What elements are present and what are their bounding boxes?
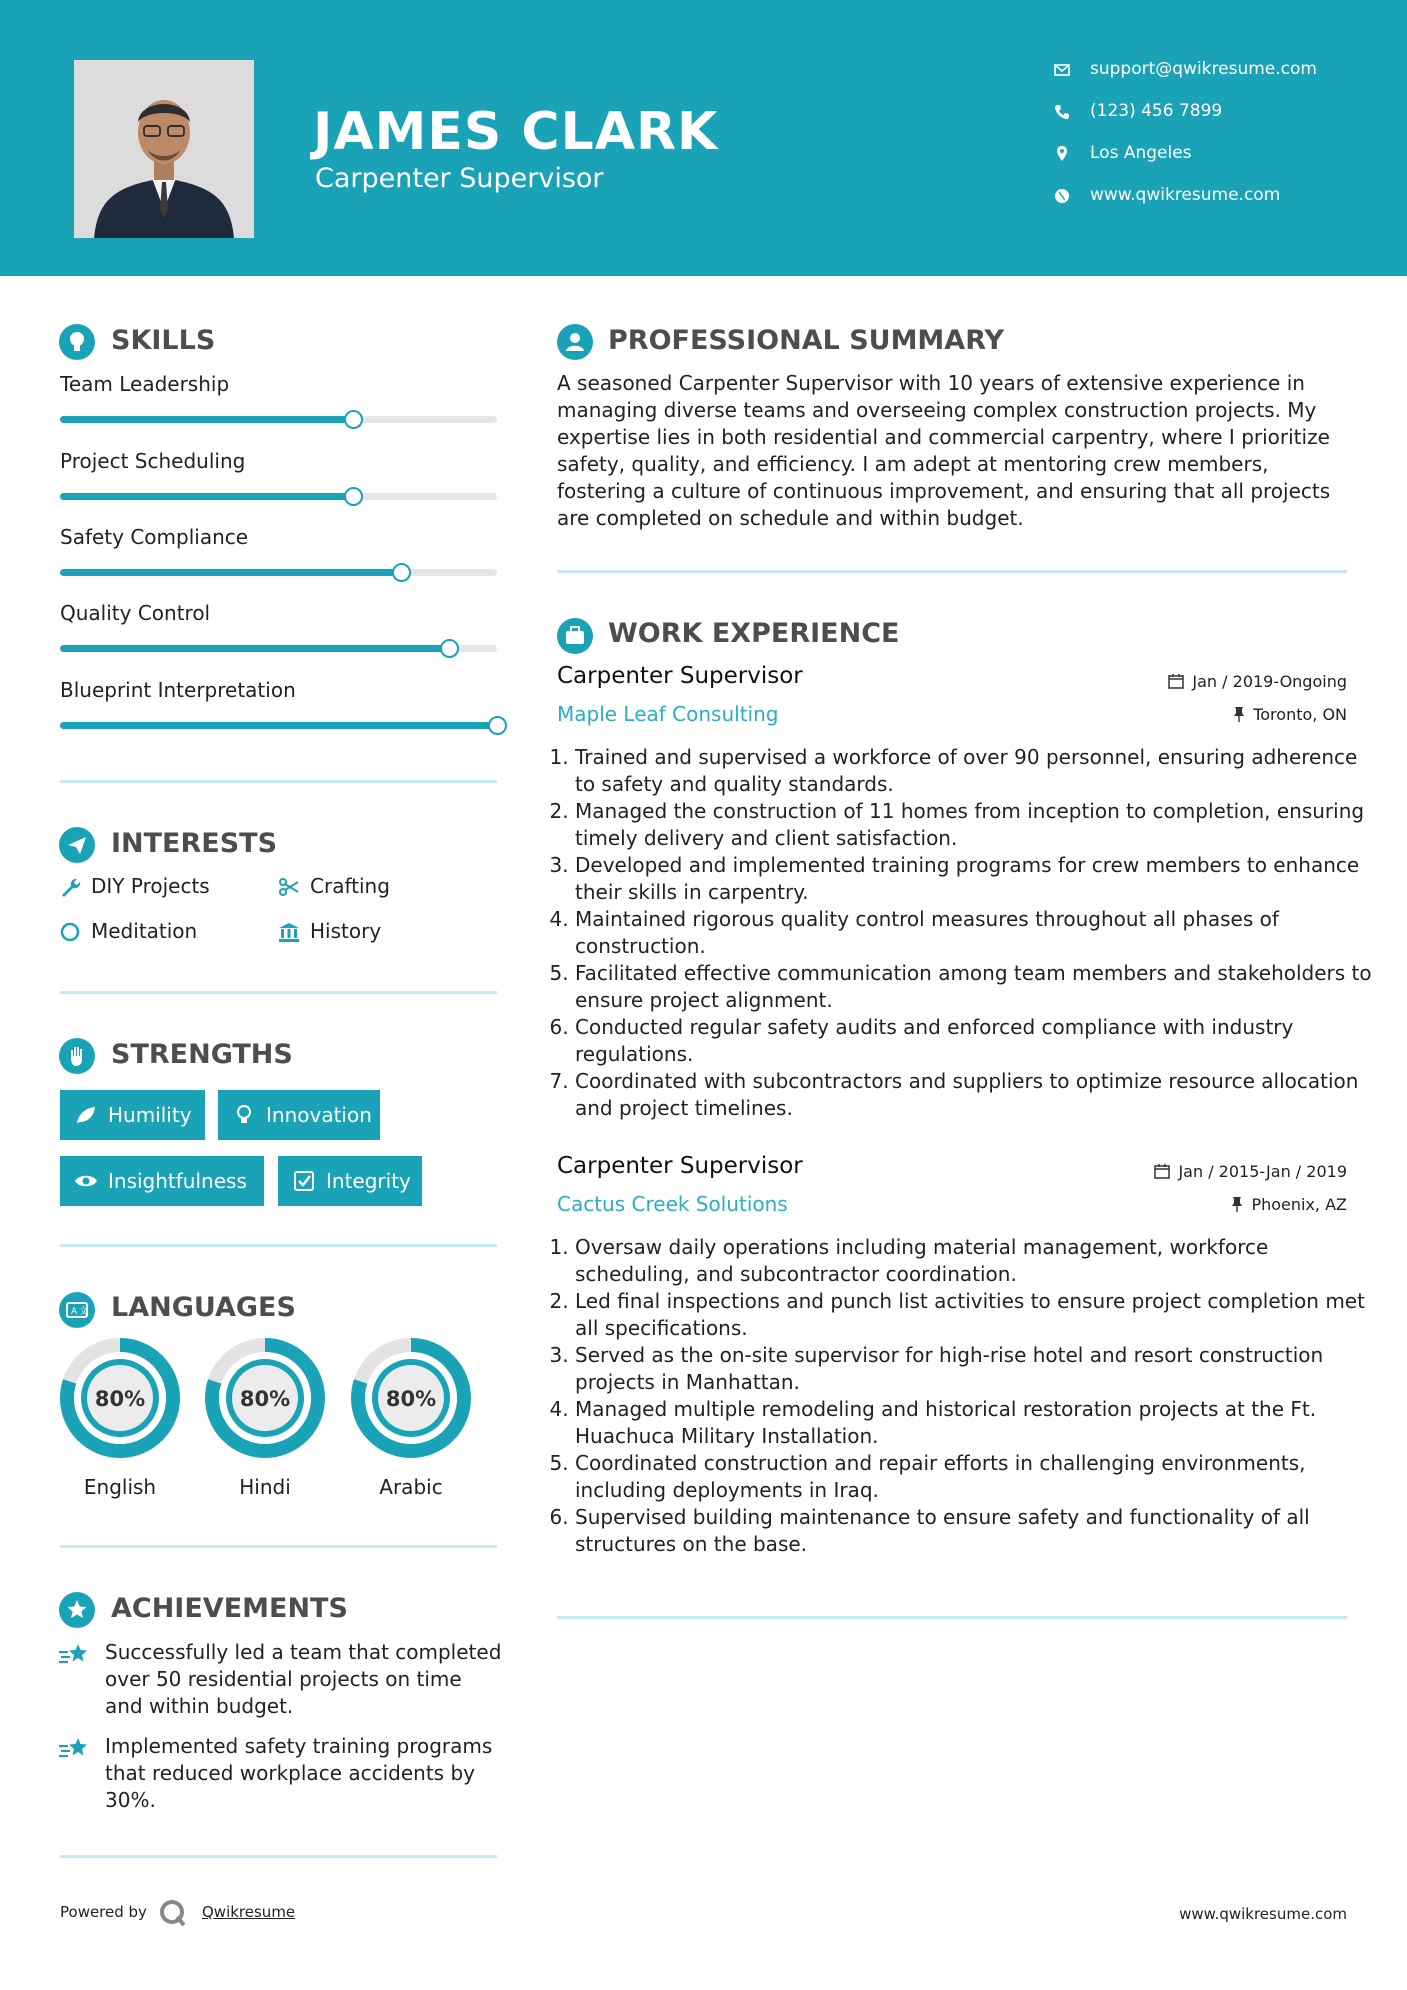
skill-bar bbox=[60, 722, 497, 729]
strength-label: Integrity bbox=[326, 1169, 411, 1193]
duty-item: 6. Conducted regular safety audits and enforced compliance with industry regulations. bbox=[575, 1014, 1375, 1068]
strengths-heading: STRENGTHS bbox=[111, 1039, 293, 1070]
job-location bbox=[1231, 1195, 1347, 1214]
leaf-icon bbox=[74, 1103, 98, 1127]
language-percent: 80% bbox=[385, 1387, 437, 1411]
achievements-heading: ACHIEVEMENTS bbox=[111, 1593, 348, 1624]
strength-label: Insightfulness bbox=[108, 1169, 247, 1193]
star-badge-icon bbox=[59, 1592, 95, 1628]
interest-label: Meditation bbox=[91, 919, 198, 943]
wrench-icon bbox=[59, 876, 81, 898]
skill-label: Team Leadership bbox=[60, 372, 230, 396]
check-square-icon bbox=[292, 1169, 316, 1193]
language-name: English bbox=[83, 1475, 157, 1499]
shooting-star-icon bbox=[58, 1734, 92, 1764]
summary-text: A seasoned Carpenter Supervisor with 10 years of extensive experience in managing diverse teams and overseeing complex construction projects. My expertise lies in both residential and commercial carpentry, where I prioritize safety, quality, and efficiency. I am adept at mentoring crew members, fostering a culture of continuous improvement, and ensuring that all projects are completed on schedule and within budget. bbox=[557, 371, 1331, 530]
skill-bar-fill bbox=[60, 722, 497, 729]
svg-text:文: 文 bbox=[79, 1307, 89, 1317]
lightbulb-icon bbox=[232, 1103, 256, 1127]
eye-icon bbox=[74, 1169, 98, 1193]
interests-heading: INTERESTS bbox=[111, 828, 278, 859]
location-pin-icon bbox=[1053, 145, 1071, 163]
job-location-text: Phoenix, AZ bbox=[1251, 1195, 1347, 1214]
skill-bar bbox=[60, 569, 497, 576]
scissors-icon bbox=[278, 876, 300, 898]
skill-bar-fill bbox=[60, 645, 449, 652]
language-icon bbox=[59, 1292, 95, 1328]
job-title: Carpenter Supervisor bbox=[557, 1153, 803, 1179]
pushpin-icon bbox=[1231, 1196, 1243, 1212]
contact-phone-text: (123) 456 7899 bbox=[1090, 101, 1223, 121]
section-divider bbox=[60, 780, 497, 783]
strength-tag bbox=[218, 1090, 380, 1140]
user-icon bbox=[557, 324, 593, 360]
skill-bar bbox=[60, 416, 497, 423]
job-duties bbox=[551, 1234, 1375, 1558]
duty-item: 1. Oversaw daily operations including material management, workforce scheduling, and subcontractor coordination. bbox=[575, 1234, 1375, 1288]
duty-item: 5. Coordinated construction and repair efforts in challenging environments, including deployments in Iraq. bbox=[575, 1450, 1375, 1504]
section-divider bbox=[60, 991, 497, 994]
job-location-text: Toronto, ON bbox=[1253, 705, 1347, 724]
interest-label: History bbox=[310, 919, 382, 943]
strength-label: Humility bbox=[108, 1103, 192, 1127]
skill-bar bbox=[60, 493, 497, 500]
job-location bbox=[1233, 705, 1347, 724]
job-dates bbox=[1154, 1162, 1347, 1181]
job-dates bbox=[1168, 672, 1347, 691]
skill-label: Quality Control bbox=[60, 601, 211, 625]
summary-heading: PROFESSIONAL SUMMARY bbox=[608, 325, 1005, 356]
achievement-text: Implemented safety training programs that reduced workplace accidents by 30%. bbox=[105, 1734, 493, 1812]
contact-location-text: Los Angeles bbox=[1090, 143, 1192, 163]
skill-bar-knob bbox=[488, 716, 507, 735]
skill-label: Project Scheduling bbox=[60, 449, 246, 473]
duty-item: 3. Served as the on-site supervisor for high-rise hotel and resort construction projects in Manhattan. bbox=[575, 1342, 1375, 1396]
skill-label: Blueprint Interpretation bbox=[60, 678, 296, 702]
section-divider bbox=[60, 1244, 497, 1247]
language-percent: 80% bbox=[239, 1387, 291, 1411]
skill-bar-knob bbox=[344, 487, 363, 506]
interest-label: Crafting bbox=[310, 874, 390, 898]
language-ring bbox=[204, 1337, 326, 1459]
duty-item: 3. Developed and implemented training programs for crew members to enhance their skills in carpentry. bbox=[575, 852, 1375, 906]
header-banner bbox=[0, 0, 1407, 276]
language-ring bbox=[350, 1337, 472, 1459]
duty-item: 4. Maintained rigorous quality control measures throughout all phases of construction. bbox=[575, 906, 1375, 960]
candidate-title: Carpenter Supervisor bbox=[315, 163, 604, 194]
job-dates-text: Jan / 2019-Ongoing bbox=[1192, 672, 1347, 691]
language-ring bbox=[59, 1337, 181, 1459]
pushpin-icon bbox=[1233, 706, 1245, 722]
calendar-icon bbox=[1154, 1163, 1170, 1179]
section-divider bbox=[60, 1545, 497, 1548]
skills-heading: SKILLS bbox=[111, 325, 216, 356]
job-title: Carpenter Supervisor bbox=[557, 663, 803, 689]
section-divider bbox=[557, 570, 1347, 573]
skill-bar-knob bbox=[392, 563, 411, 582]
achievement-text: Successfully led a team that completed over 50 residential projects on time and within budget. bbox=[105, 1640, 502, 1718]
contact-email-text: support@qwikresume.com bbox=[1090, 59, 1317, 79]
shooting-star-icon bbox=[58, 1640, 92, 1670]
paper-plane-icon bbox=[59, 827, 95, 863]
circle-icon bbox=[59, 921, 81, 943]
phone-icon bbox=[1053, 103, 1071, 121]
language-name: Hindi bbox=[239, 1475, 291, 1499]
job-dates-text: Jan / 2015-Jan / 2019 bbox=[1178, 1162, 1347, 1181]
calendar-icon bbox=[1168, 673, 1184, 689]
language-percent: 80% bbox=[94, 1387, 146, 1411]
contact-website-text: www.qwikresume.com bbox=[1090, 185, 1281, 205]
footer-website[interactable]: www.qwikresume.com bbox=[1179, 1905, 1347, 1923]
qwikresume-logo-icon bbox=[158, 1898, 188, 1928]
skill-bar bbox=[60, 645, 497, 652]
museum-icon bbox=[278, 921, 300, 943]
company-name[interactable]: Cactus Creek Solutions bbox=[557, 1192, 788, 1216]
candidate-name: JAMES CLARK bbox=[313, 102, 719, 162]
interest-label: DIY Projects bbox=[91, 874, 210, 898]
duty-item: 2. Managed the construction of 11 homes from inception to completion, ensuring timely delivery and client satisfaction. bbox=[575, 798, 1375, 852]
strength-tag bbox=[278, 1156, 422, 1206]
svg-text:A: A bbox=[71, 1307, 78, 1317]
skill-bar-knob bbox=[344, 410, 363, 429]
duty-item: 6. Supervised building maintenance to ensure safety and functionality of all structures on the base. bbox=[575, 1504, 1375, 1558]
skill-label: Safety Compliance bbox=[60, 525, 249, 549]
skill-bar-fill bbox=[60, 493, 353, 500]
qwikresume-link[interactable]: Qwikresume bbox=[202, 1903, 296, 1921]
briefcase-icon bbox=[557, 618, 593, 654]
language-name: Arabic bbox=[379, 1475, 443, 1499]
globe-icon bbox=[1053, 187, 1071, 205]
email-icon bbox=[1053, 61, 1071, 79]
skill-bar-knob bbox=[440, 639, 459, 658]
job-duties bbox=[551, 744, 1375, 1122]
section-divider bbox=[60, 1855, 497, 1858]
skill-bar-fill bbox=[60, 416, 353, 423]
profile-photo bbox=[74, 60, 254, 238]
experience-heading: WORK EXPERIENCE bbox=[608, 618, 900, 649]
duty-item: 7. Coordinated with subcontractors and suppliers to optimize resource allocation and project timelines. bbox=[575, 1068, 1375, 1122]
duty-item: 4. Managed multiple remodeling and historical restoration projects at the Ft. Huachuca Military Installation. bbox=[575, 1396, 1375, 1450]
hand-icon bbox=[59, 1038, 95, 1074]
powered-by-text: Powered by bbox=[60, 1903, 147, 1921]
duty-item: 1. Trained and supervised a workforce of over 90 personnel, ensuring adherence to safety and quality standards. bbox=[575, 744, 1375, 798]
section-divider bbox=[557, 1616, 1347, 1619]
languages-heading: LANGUAGES bbox=[111, 1292, 296, 1323]
strength-tag bbox=[60, 1156, 264, 1206]
company-name[interactable]: Maple Leaf Consulting bbox=[557, 702, 779, 726]
skill-bar-fill bbox=[60, 569, 401, 576]
duty-item: 5. Facilitated effective communication among team members and stakeholders to ensure project alignment. bbox=[575, 960, 1375, 1014]
strength-label: Innovation bbox=[266, 1103, 372, 1127]
strength-tag bbox=[60, 1090, 205, 1140]
lightbulb-icon bbox=[59, 324, 95, 360]
duty-item: 2. Led final inspections and punch list activities to ensure project completion met all specifications. bbox=[575, 1288, 1375, 1342]
